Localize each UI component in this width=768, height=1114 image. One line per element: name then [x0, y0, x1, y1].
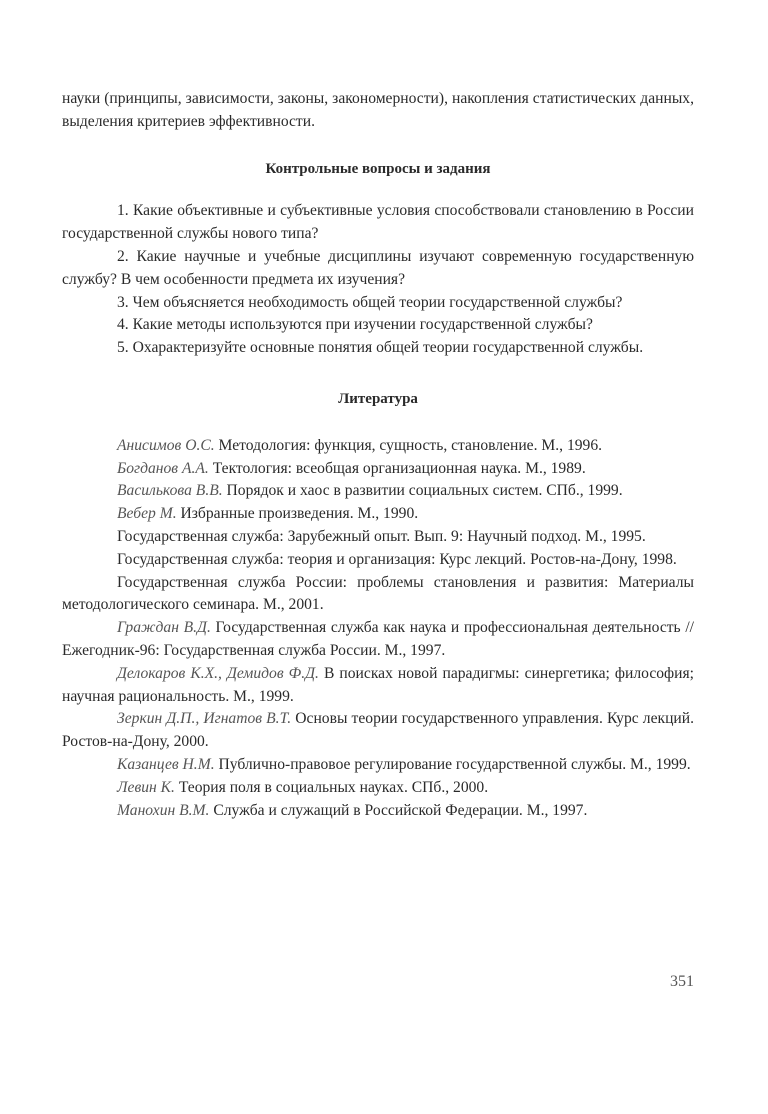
reference-author: Манохин В.М. — [117, 801, 210, 819]
reference-text: Государственная служба России: проблемы становления и развития: Материалы методологического семинара. М., 2001. — [62, 573, 694, 614]
reference-text: Государственная служба: Зарубежный опыт. Вып. 9: Научный подход. М., 1995. — [117, 527, 646, 545]
question-item: 4. Какие методы используются при изучении государственной службы? — [117, 316, 593, 334]
reference-text: Основы теории государственного управления. Курс лекций. Ростов-на-Дону, 2000. — [62, 710, 694, 751]
reference-item — [62, 800, 694, 823]
reference-text: Публично-правовое регулирование государственной службы. М., 1999. — [214, 755, 691, 773]
question-item: 5. Охарактеризуйте основные понятия общей теории государственной службы. — [117, 339, 644, 357]
question-item: 1. Какие объективные и субъективные условия способствовали становлению в России государственной службы нового типа? — [62, 202, 694, 243]
questions-heading: Контрольные вопросы и задания — [265, 160, 491, 177]
reference-author: Богданов А.А. — [117, 459, 209, 477]
reference-item — [62, 549, 694, 572]
reference-author: Левин К. — [117, 778, 175, 796]
reference-text: Порядок и хаос в развитии социальных систем. СПб., 1999. — [222, 482, 623, 500]
reference-author: Граждан В.Д. — [117, 619, 211, 637]
reference-text: Избранные произведения. М., 1990. — [176, 505, 419, 523]
reference-text: В поисках новой парадигмы: синергетика; философия; научная рациональность. М., 1999. — [62, 664, 694, 705]
reference-item — [62, 480, 694, 503]
intro-paragraph: науки (принципы, зависимости, законы, закономерности), накопления статистических данных, выделения критериев эффективности. — [62, 90, 694, 130]
reference-item — [62, 526, 694, 549]
page-body — [62, 88, 694, 822]
reference-item — [62, 663, 694, 709]
reference-item — [62, 777, 694, 800]
reference-item — [62, 435, 694, 458]
question-item: 2. Какие научные и учебные дисциплины изучают современную государственную службу? В чем особенности предмета их изучения? — [62, 247, 694, 288]
reference-text: Теория поля в социальных науках. СПб., 2000. — [174, 778, 489, 796]
question-item: 3. Чем объясняется необходимость общей теории государственной службы? — [117, 293, 623, 311]
reference-item — [62, 503, 694, 526]
reference-text: Государственная служба: теория и организация: Курс лекций. Ростов-на-Дону, 1998. — [117, 550, 677, 568]
reference-author: Вебер М. — [117, 505, 177, 523]
reference-author: Анисимов О.С. — [117, 436, 215, 454]
reference-author: Василькова В.В. — [117, 482, 223, 500]
reference-author: Зеркин Д.П., Игнатов В.Т. — [117, 710, 292, 728]
reference-text: Служба и служащий в Российской Федерации. М., 1997. — [209, 801, 588, 819]
reference-author: Делокаров К.Х., Демидов Ф.Д. — [117, 664, 319, 682]
reference-text: Методология: функция, сущность, становление. М., 1996. — [214, 436, 603, 454]
literature-heading: Литература — [338, 390, 418, 407]
reference-text: Государственная служба как наука и профессиональная деятельность // Ежегодник-96: Государственная служба России. М., 1997. — [62, 619, 694, 659]
reference-item — [62, 617, 694, 663]
reference-author: Казанцев Н.М. — [117, 755, 215, 773]
reference-item — [62, 708, 694, 754]
reference-text: Тектология: всеобщая организационная наука. М., 1989. — [208, 459, 586, 477]
reference-item — [62, 458, 694, 481]
reference-item — [62, 754, 694, 777]
page-number: 351 — [670, 973, 694, 990]
reference-item — [62, 572, 694, 618]
